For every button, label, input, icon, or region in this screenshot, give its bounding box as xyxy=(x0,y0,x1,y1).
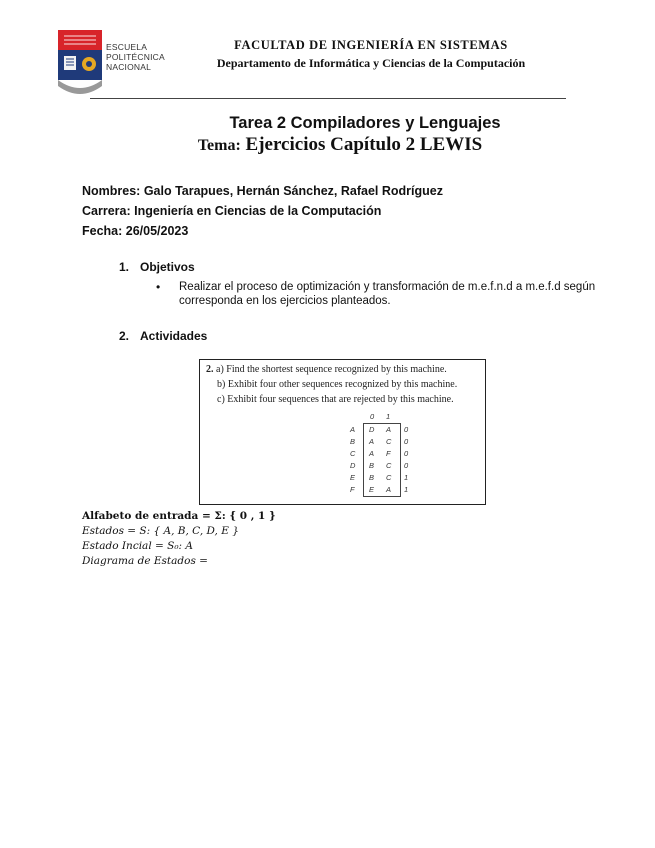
date: Fecha: 26/05/2023 xyxy=(82,224,189,238)
section-activities xyxy=(119,329,207,343)
input-alphabet: Alfabeto de entrada = Σ: { 0 , 1 } xyxy=(82,510,276,522)
section-objectives xyxy=(119,260,195,274)
career: Carrera: Ingeniería en Ciencias de la Computación xyxy=(82,204,382,218)
section-title: Actividades xyxy=(140,329,208,343)
task-title: Tarea 2 Compiladores y Lenguajes xyxy=(229,114,501,132)
section-title: Objetivos xyxy=(140,260,195,274)
exercise-figure: 2. a) Find the shortest sequence recognized by this machine. b) Exhibit four other sequences recognized by this machine. c) Exhibit four sequences that are rejected by this machine. 0 1 A D A 0 B A C 0 C A F 0 D B C 0 E B C 1 F E A 1 xyxy=(199,359,486,505)
col-header-1: 1 xyxy=(386,412,391,421)
topic-title xyxy=(0,134,655,156)
bullet-icon: • xyxy=(156,280,161,294)
department-name: Departamento de Informática y Ciencias de la Computación xyxy=(216,56,526,70)
topic-text: Ejercicios Capítulo 2 LEWIS xyxy=(245,134,483,155)
faculty-name: FACULTAD DE INGENIERÍA EN SISTEMAS xyxy=(234,38,508,52)
student-names: Nombres: Galo Tarapues, Hernán Sánchez, Rafael Rodríguez xyxy=(82,184,443,198)
logo-wordmark: ESCUELA POLITÉCNICA NACIONAL xyxy=(106,42,165,72)
initial-state: Estado Incial = S₀: A xyxy=(82,540,194,552)
state-diagram-label: Diagrama de Estados = xyxy=(82,555,208,567)
section-number: 2. xyxy=(119,329,130,343)
question-b: b) Exhibit four other sequences recognized by this machine. xyxy=(217,379,458,390)
header-divider xyxy=(90,98,566,99)
topic-label: Tema: xyxy=(197,137,241,154)
question-c: c) Exhibit four sequences that are rejected by this machine. xyxy=(217,394,454,405)
section-number: 1. xyxy=(119,260,130,274)
objective-text: Realizar el proceso de optimización y transformación de m.e.f.n.d a m.e.f.d según corresponda en los ejercicios planteados. xyxy=(179,281,596,307)
question-a: 2. a) Find the shortest sequence recognized by this machine. xyxy=(206,364,447,375)
states-set: Estados = S: { A, B, C, D, E } xyxy=(82,525,239,537)
col-header-0: 0 xyxy=(370,412,375,421)
